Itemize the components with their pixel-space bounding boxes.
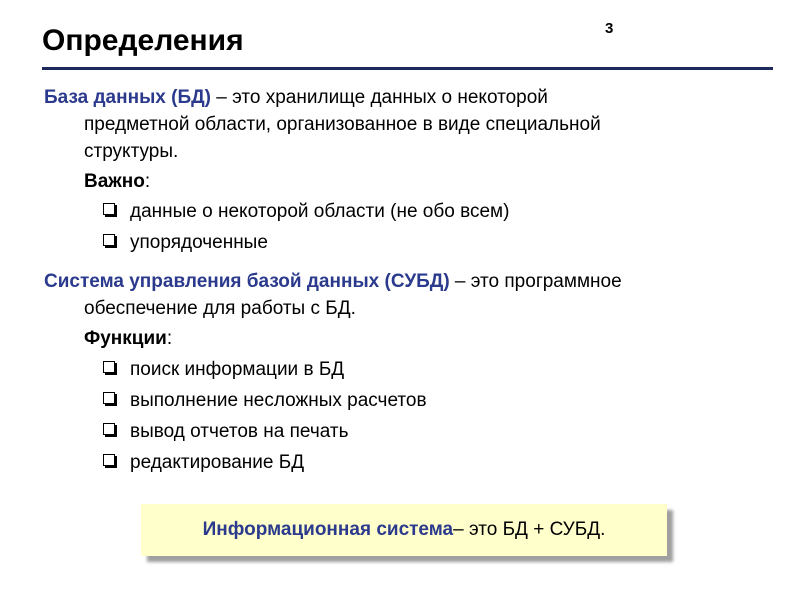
important-heading: [84, 168, 150, 195]
checkbox-bullet-icon: [103, 361, 115, 373]
dbms-term: Система управления базой данных (СУБД): [44, 271, 450, 292]
list-item-text: упорядоченные: [130, 232, 268, 253]
checkbox-bullet-icon: [103, 203, 115, 215]
list-item: [100, 229, 509, 260]
dbms-definition-line-2: обеспечение для работы с БД.: [84, 298, 356, 319]
info-system-callout: [141, 504, 667, 556]
functions-bullet-list: [100, 356, 427, 480]
list-item-text: данные о некоторой области (не обо всем): [130, 201, 510, 222]
db-definition: [44, 84, 744, 165]
list-item: [100, 418, 427, 449]
list-item-text: редактирование БД: [130, 452, 305, 473]
info-system-term: Информационная система: [202, 519, 454, 540]
functions-colon: :: [166, 328, 173, 349]
slide-title: Определения: [42, 24, 244, 57]
title-divider: [42, 67, 773, 70]
dbms-definition-text-1: – это программное: [449, 271, 622, 292]
list-item-text: вывод отчетов на печать: [130, 421, 349, 442]
checkbox-bullet-icon: [103, 234, 115, 246]
db-definition-text-1: – это хранилище данных о некоторой: [211, 87, 548, 108]
list-item: [100, 387, 427, 418]
checkbox-bullet-icon: [103, 423, 115, 435]
db-bullet-list: [100, 198, 509, 260]
slide-number: 3: [605, 20, 614, 37]
db-term: База данных (БД): [44, 87, 211, 108]
list-item-text: поиск информации в БД: [130, 359, 345, 380]
important-colon: :: [144, 171, 151, 192]
dbms-definition: [44, 268, 744, 322]
db-definition-line-1: [44, 84, 744, 111]
checkbox-bullet-icon: [103, 454, 115, 466]
functions-heading: [84, 325, 172, 352]
db-definition-line-2: предметной области, организованное в виде специальной: [84, 114, 601, 135]
list-item: [100, 356, 427, 387]
info-system-text: – это БД + СУБД.: [453, 519, 606, 540]
db-definition-line-3: структуры.: [84, 141, 179, 162]
important-label: Важно: [84, 171, 145, 192]
list-item: [100, 198, 509, 229]
list-item-text: выполнение несложных расчетов: [130, 390, 427, 411]
functions-label: Функции: [84, 328, 167, 349]
list-item: [100, 449, 427, 480]
checkbox-bullet-icon: [103, 392, 115, 404]
dbms-definition-line-1: [44, 268, 744, 295]
